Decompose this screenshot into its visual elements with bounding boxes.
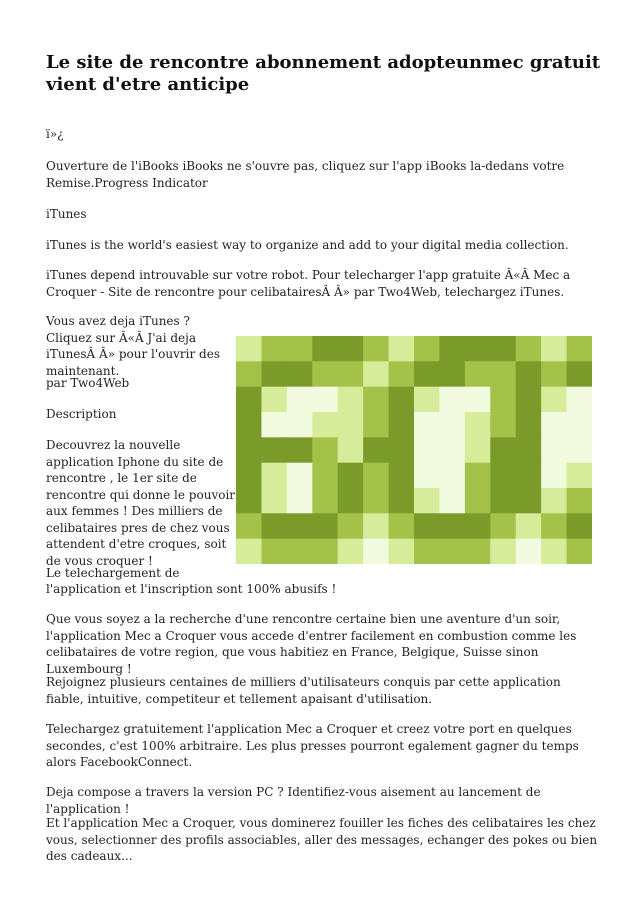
mosaic-tile <box>338 513 364 539</box>
paragraph-itunes-download: iTunes depend introuvable sur votre robot. Pour telecharger l'app gratuite Â«Â Mec a Croquer - Site de rencontre pour celibatairesÂ Â» par Two4Web, telechargez iTunes. <box>46 268 571 299</box>
mosaic-tile <box>439 336 465 362</box>
mosaic-tile <box>516 513 542 539</box>
mosaic-tile <box>414 463 440 489</box>
mosaic-tile <box>567 412 592 438</box>
mosaic-tile <box>465 387 491 413</box>
mosaic-tile <box>490 412 516 438</box>
mosaic-tile <box>312 437 338 463</box>
paragraph-download-line2: l'application et l'inscription sont 100% abusifs ! <box>46 582 337 596</box>
mosaic-tile <box>363 387 389 413</box>
mosaic-tile <box>389 463 415 489</box>
mosaic-tile <box>389 412 415 438</box>
mosaic-tile <box>439 361 465 387</box>
mosaic-tile <box>236 513 262 539</box>
mosaic-tile <box>439 412 465 438</box>
mosaic-tile <box>414 387 440 413</box>
mosaic-tile <box>363 361 389 387</box>
mosaic-tile <box>261 387 287 413</box>
mosaic-tile <box>541 412 567 438</box>
mosaic-tile <box>439 539 465 564</box>
mosaic-tile <box>490 437 516 463</box>
mosaic-tile <box>261 336 287 362</box>
mosaic-tile <box>567 387 592 413</box>
mosaic-tile <box>414 412 440 438</box>
mosaic-tile <box>236 361 262 387</box>
mosaic-tile <box>389 513 415 539</box>
mosaic-tile <box>516 437 542 463</box>
mosaic-tile <box>541 488 567 514</box>
mosaic-tile <box>490 336 516 362</box>
mosaic-tile <box>465 412 491 438</box>
mosaic-tile <box>236 336 262 362</box>
mosaic-tile <box>567 513 592 539</box>
paragraph-download-line1: Le telechargement de <box>46 566 180 580</box>
mosaic-tile <box>389 539 415 564</box>
paragraph-already-itunes: Vous avez deja iTunes ? Cliquez sur Â«Â J'ai deja iTunesÂ Â» pour l'ouvrir des maintenant. <box>46 314 220 378</box>
mosaic-tile <box>389 488 415 514</box>
mosaic-tile <box>389 361 415 387</box>
mosaic-tile <box>287 412 313 438</box>
mosaic-tile <box>490 539 516 564</box>
mosaic-tile <box>541 336 567 362</box>
mosaic-tile <box>338 463 364 489</box>
mosaic-tile <box>312 463 338 489</box>
mosaic-tile <box>338 539 364 564</box>
mosaic-tile <box>567 539 592 564</box>
mosaic-tile <box>363 437 389 463</box>
mosaic-tile <box>567 463 592 489</box>
mosaic-tile <box>261 463 287 489</box>
mosaic-tile <box>312 412 338 438</box>
mosaic-tile <box>414 539 440 564</box>
mosaic-tile <box>541 387 567 413</box>
mosaic-tile <box>541 437 567 463</box>
mosaic-tile <box>465 336 491 362</box>
mosaic-tile <box>363 539 389 564</box>
paragraph-author: par Two4Web <box>46 376 130 390</box>
mosaic-tile <box>338 336 364 362</box>
mosaic-tile <box>363 463 389 489</box>
mosaic-tile <box>465 513 491 539</box>
mosaic-tile <box>312 387 338 413</box>
mosaic-tile <box>516 387 542 413</box>
mosaic-tile <box>261 539 287 564</box>
paragraph-rejoignez: Rejoignez plusieurs centaines de milliers d'utilisateurs conquis par cette application fiable, intuitive, competiteur et tellement apaisant d'utilisation. <box>46 675 561 706</box>
mosaic-tile <box>236 387 262 413</box>
mosaic-tile <box>439 387 465 413</box>
paragraph-itunes-desc: iTunes is the world's easiest way to organize and add to your digital media collection. <box>46 238 569 252</box>
mosaic-tile <box>516 488 542 514</box>
mosaic-tile <box>363 336 389 362</box>
mosaic-tile <box>516 539 542 564</box>
mosaic-tile <box>541 513 567 539</box>
mosaic-tile <box>541 361 567 387</box>
mosaic-tile <box>567 437 592 463</box>
mosaic-tile <box>338 412 364 438</box>
mosaic-tile <box>236 412 262 438</box>
mosaic-tile <box>363 488 389 514</box>
mosaic-tile <box>516 361 542 387</box>
mosaic-tile <box>567 336 592 362</box>
mosaic-tile <box>363 412 389 438</box>
mosaic-tile <box>389 336 415 362</box>
mosaic-tile <box>414 437 440 463</box>
mosaic-tile <box>261 513 287 539</box>
mosaic-tile <box>261 437 287 463</box>
mosaic-tile <box>363 513 389 539</box>
mosaic-tile <box>261 412 287 438</box>
mosaic-tile <box>541 463 567 489</box>
mosaic-tile <box>490 513 516 539</box>
bom-text: ï»¿ <box>46 127 64 141</box>
mosaic-tile <box>338 437 364 463</box>
mosaic-tile <box>287 539 313 564</box>
mosaic-tile <box>287 513 313 539</box>
mosaic-tile <box>439 488 465 514</box>
mosaic-tile <box>236 437 262 463</box>
mosaic-tile <box>338 361 364 387</box>
mosaic-tile <box>414 488 440 514</box>
mosaic-tile <box>312 488 338 514</box>
mosaic-tile <box>439 437 465 463</box>
mosaic-tile <box>312 361 338 387</box>
paragraph-itunes-heading: iTunes <box>46 207 87 221</box>
mosaic-tile <box>287 336 313 362</box>
paragraph-description-heading: Description <box>46 407 117 421</box>
mosaic-tile <box>490 463 516 489</box>
mosaic-tile <box>465 437 491 463</box>
mosaic-tile <box>338 387 364 413</box>
mosaic-tile <box>516 463 542 489</box>
mosaic-tile <box>439 463 465 489</box>
mosaic-tile <box>312 513 338 539</box>
pixelated-image <box>236 336 592 564</box>
mosaic-tile <box>312 336 338 362</box>
mosaic-tile <box>389 437 415 463</box>
mosaic-tile <box>236 463 262 489</box>
mosaic-tile <box>490 361 516 387</box>
mosaic-tile <box>439 513 465 539</box>
mosaic-tile <box>516 336 542 362</box>
mosaic-tile <box>567 361 592 387</box>
mosaic-tile <box>389 387 415 413</box>
mosaic-tile <box>490 387 516 413</box>
paragraph-fiches: Et l'application Mec a Croquer, vous dominerez fouiller les fiches des celibataires les chez vous, selectionner des profils associables, aller des messages, echanger des pokes ou bien des cadeaux... <box>46 816 598 863</box>
mosaic-tile <box>312 539 338 564</box>
paragraph-rencontre: Que vous soyez a la recherche d'une rencontre certaine bien une aventure d'un soir, l'application Mec a Croquer vous accede d'entrer facilement en combustion comme les celibataires de votre region, que vous habitiez en France, Belgique, Suisse sinon Luxembourg ! <box>46 612 577 676</box>
mosaic-tile <box>541 539 567 564</box>
mosaic-tile <box>338 488 364 514</box>
paragraph-description: Decouvrez la nouvelle application Iphone du site de rencontre , le 1er site de rencontre qui donne le pouvoir aux femmes ! Des milliers de celibataires pres de chez vous attendent d'etre croques, soit de vous croquer ! <box>46 438 236 568</box>
mosaic-tile <box>236 488 262 514</box>
mosaic-tile <box>287 361 313 387</box>
mosaic-tile <box>465 361 491 387</box>
mosaic-tile <box>287 488 313 514</box>
mosaic-tile <box>287 463 313 489</box>
image-mosaic <box>236 336 592 564</box>
mosaic-tile <box>236 539 262 564</box>
mosaic-tile <box>567 488 592 514</box>
mosaic-tile <box>261 361 287 387</box>
mosaic-tile <box>414 513 440 539</box>
paragraph-telechargez: Telechargez gratuitement l'application Mec a Croquer et creez votre port en quelques secondes, c'est 100% arbitraire. Les plus presses pourront egalement gagner du temps alors FacebookConnect. <box>46 722 579 769</box>
mosaic-tile <box>287 437 313 463</box>
mosaic-tile <box>465 488 491 514</box>
page-title: Le site de rencontre abonnement adopteunmec gratuit vient d'etre anticipe <box>46 52 601 95</box>
mosaic-tile <box>516 412 542 438</box>
mosaic-tile <box>287 387 313 413</box>
mosaic-tile <box>465 539 491 564</box>
paragraph-deja-compose: Deja compose a travers la version PC ? Identifiez-vous aisement au lancement de l'application ! <box>46 785 541 816</box>
mosaic-tile <box>261 488 287 514</box>
paragraph-ibooks: Ouverture de l'iBooks iBooks ne s'ouvre pas, cliquez sur l'app iBooks la-dedans votre Remise.Progress Indicator <box>46 159 565 190</box>
mosaic-tile <box>414 361 440 387</box>
mosaic-tile <box>465 463 491 489</box>
mosaic-tile <box>414 336 440 362</box>
mosaic-tile <box>490 488 516 514</box>
